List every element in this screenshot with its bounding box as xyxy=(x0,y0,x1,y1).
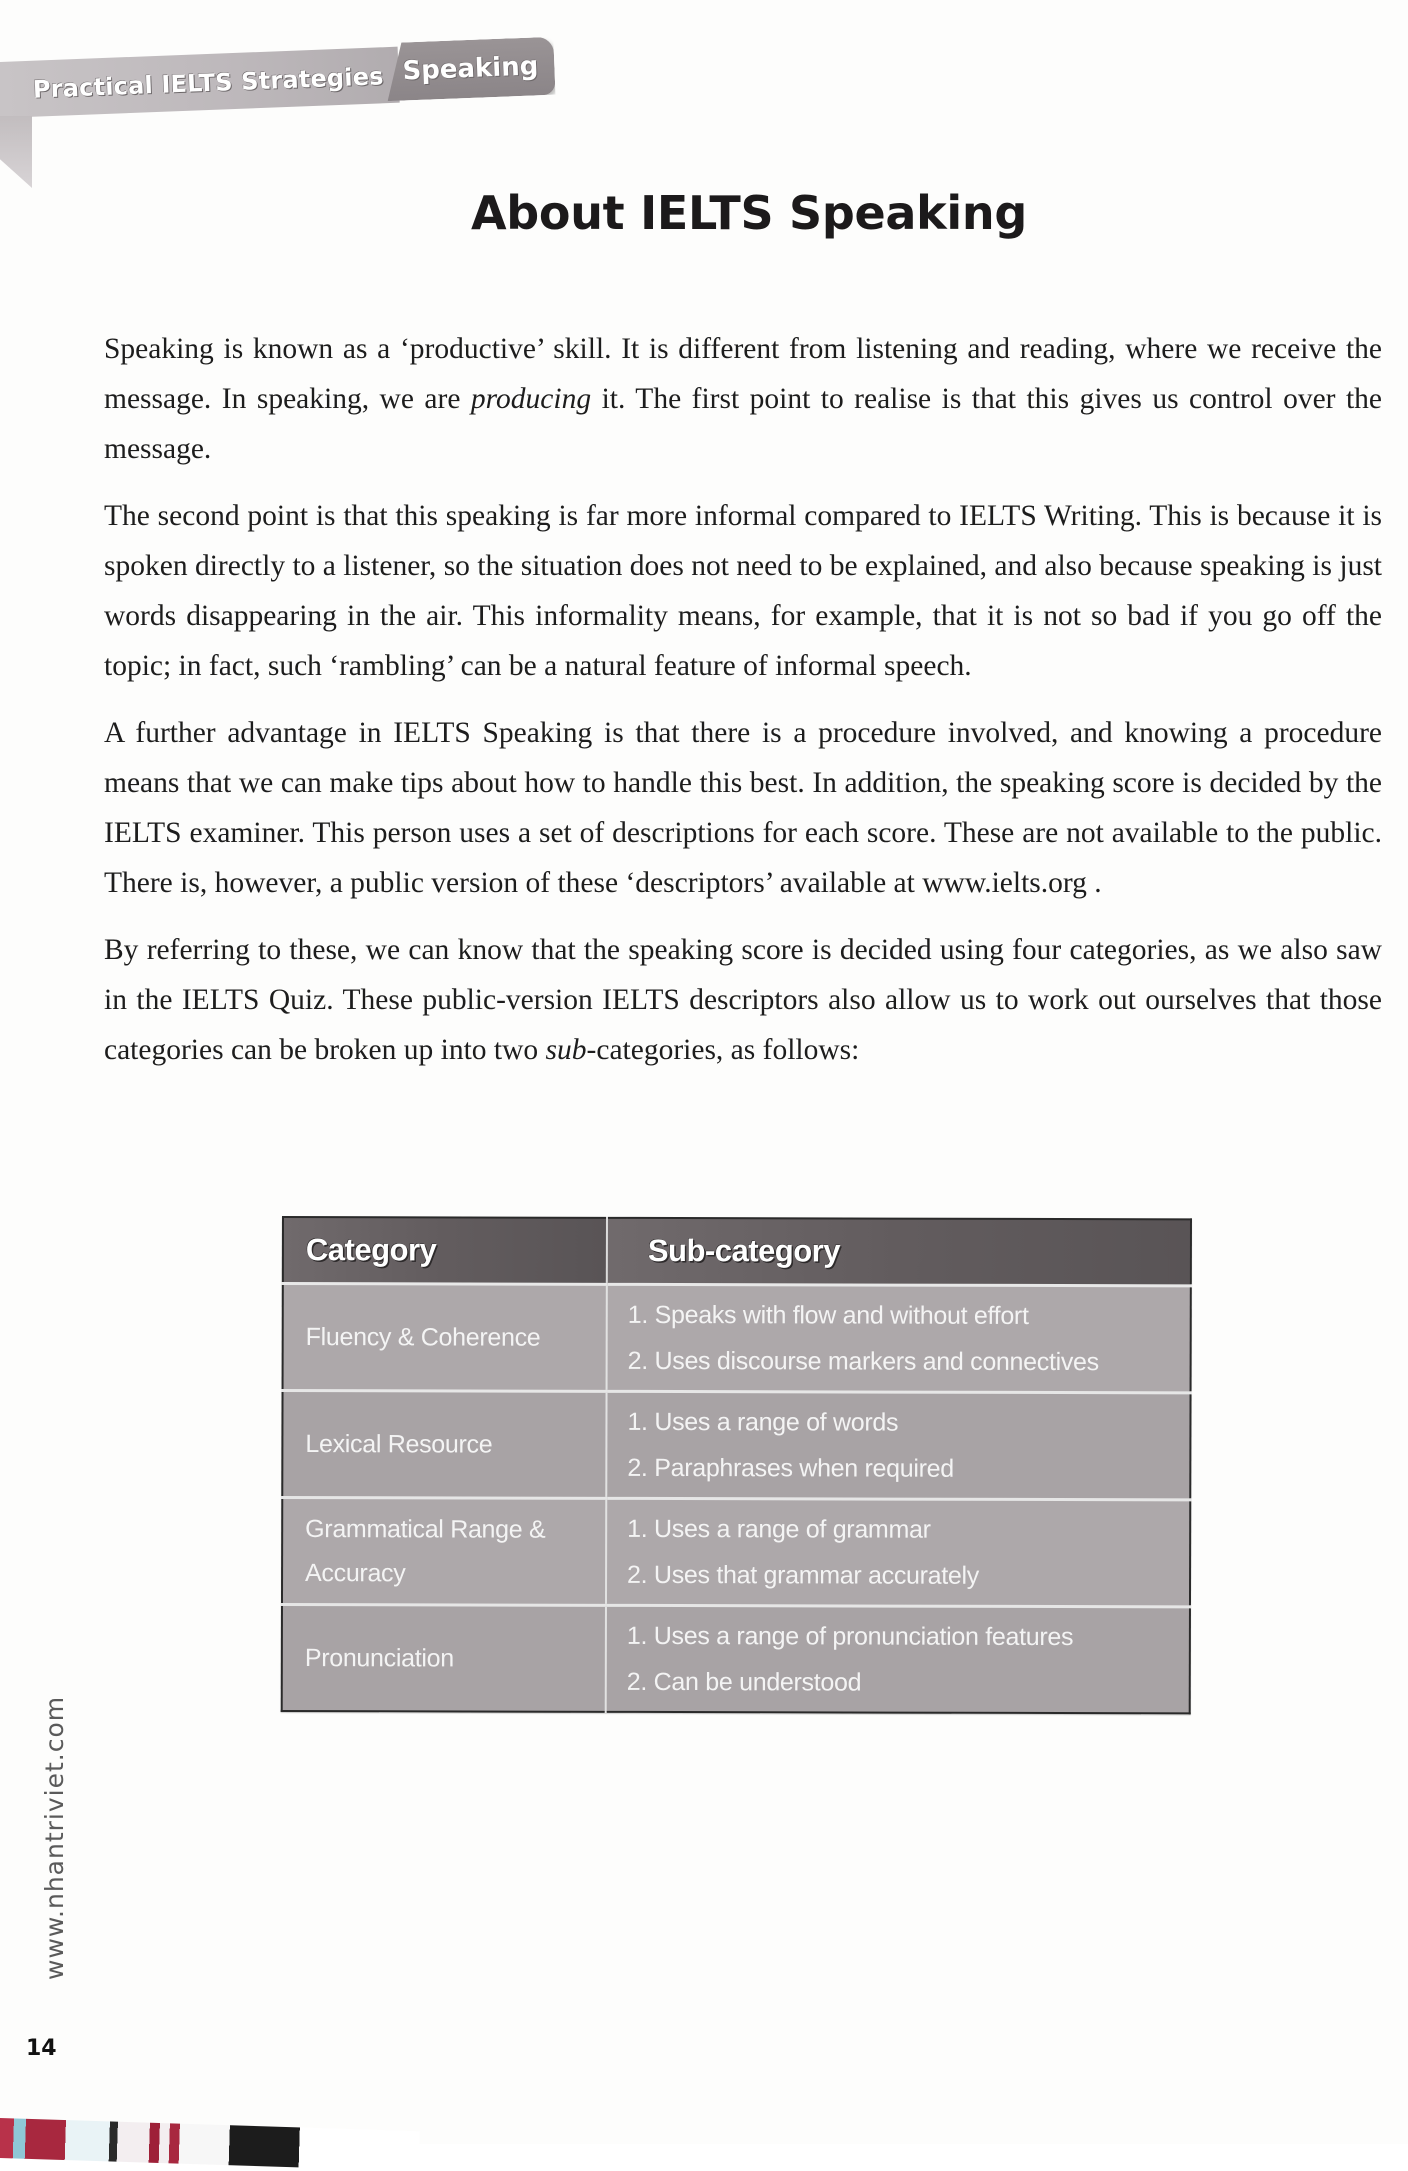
table-row xyxy=(282,1605,1190,1714)
page-title: About IELTS Speaking xyxy=(471,186,1027,240)
body-text xyxy=(104,324,1382,1092)
side-website-url: www.nhantriviet.com xyxy=(40,1695,69,1980)
section-label: Speaking xyxy=(401,51,539,87)
sub-category-item: 2. Can be understood xyxy=(626,1667,862,1697)
sub-category-item: 1. Uses a range of pronunciation features xyxy=(626,1621,1074,1652)
page-number: 14 xyxy=(26,2036,57,2061)
book-title: Practical IELTS Strategies xyxy=(32,62,385,104)
emphasis-text: producing xyxy=(470,383,592,415)
paragraph-text: -categories, as follows: xyxy=(586,1034,860,1066)
emphasis-text: sub xyxy=(545,1034,587,1066)
sub-category-cell xyxy=(606,1605,1190,1713)
column-header-sub-category: Sub-category xyxy=(607,1218,1191,1286)
header-tab-flap xyxy=(0,116,32,188)
paragraph-text: By referring to these, we can know that the speaking score is decided using four categories, as we also saw in the IELTS Quiz. These public-version IELTS descriptors also allow us to work out ourselves that those categories can be broken up into two xyxy=(104,934,1382,1066)
table-row xyxy=(283,1284,1191,1393)
running-header xyxy=(0,41,556,118)
sub-category-item: 2. Uses that grammar accurately xyxy=(627,1560,980,1590)
paragraph-text: The second point is that this speaking is far more informal compared to IELTS Writing. This is because it is spoken directly to a listener, so the situation does not need to be explained, and also because speaking is just words disappearing in the air. This informality means, for example, that it is not so bad if you go off the topic; in fact, such ‘rambling’ can be a natural feature of informal speech. xyxy=(104,500,1382,682)
paragraph-2 xyxy=(104,491,1382,691)
paragraph-text: A further advantage in IELTS Speaking is that there is a procedure involved, and knowing a procedure means that we can make tips about how to handle this best. In addition, the speaking score is decided by the IELTS examiner. This person uses a set of descriptions for each score. These are not available to the public. There is, however, a public version of these ‘descriptors’ available at www.ielts.org . xyxy=(104,717,1382,899)
sub-category-item: 1. Uses a range of words xyxy=(627,1407,899,1437)
column-header-category: Category xyxy=(283,1217,607,1284)
category-cell: Fluency & Coherence xyxy=(283,1284,607,1392)
paragraph-3 xyxy=(104,708,1382,908)
sub-category-item: 1. Uses a range of grammar xyxy=(627,1514,931,1544)
category-cell: Grammatical Range & Accuracy xyxy=(282,1498,606,1606)
paragraph-text: Speaking is known as a ‘productive’ skill. It is different from listening and reading, where we receive the message. In speaking, we are xyxy=(104,333,1382,415)
category-cell: Pronunciation xyxy=(282,1605,606,1712)
paragraph-text: it. The first point to realise is that this gives us control over the message. xyxy=(104,383,1382,465)
table-row xyxy=(282,1391,1190,1500)
book-cover-edge xyxy=(0,2118,420,2171)
sub-category-cell xyxy=(606,1391,1190,1500)
sub-category-cell xyxy=(606,1498,1190,1607)
paragraph-4 xyxy=(104,925,1382,1075)
table-row xyxy=(282,1498,1190,1607)
table-header-row xyxy=(283,1217,1191,1286)
sub-category-item: 2. Paraphrases when required xyxy=(627,1453,954,1483)
sub-category-item: 2. Uses discourse markers and connectives xyxy=(627,1346,1099,1377)
sub-category-cell xyxy=(607,1284,1191,1393)
speaking-criteria-table xyxy=(281,1216,1192,1714)
paragraph-1 xyxy=(104,324,1382,474)
category-cell: Lexical Resource xyxy=(282,1391,606,1499)
sub-category-item: 1. Speaks with flow and without effort xyxy=(627,1300,1029,1330)
